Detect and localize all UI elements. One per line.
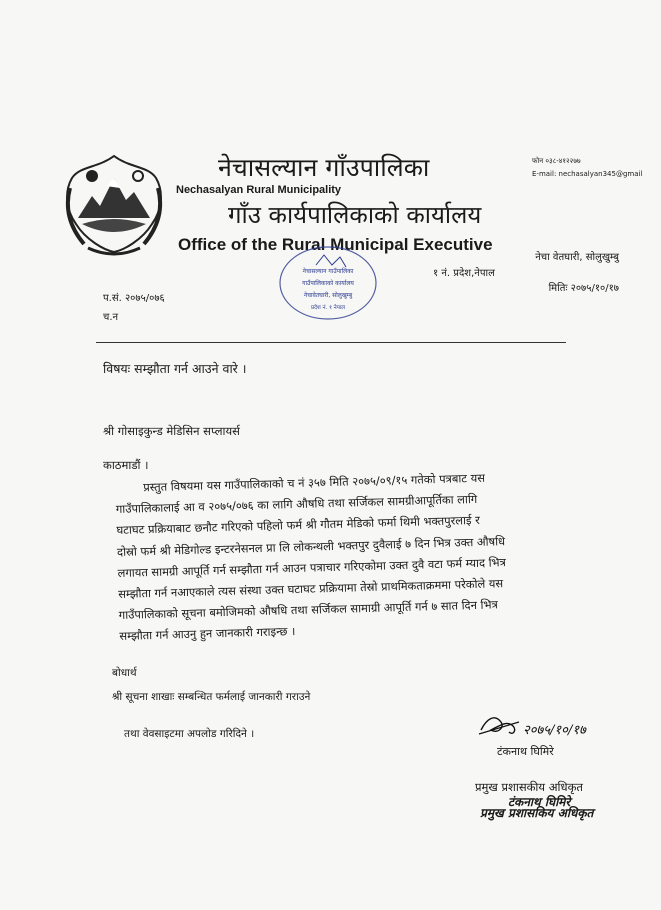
address-line-2: १ नं. प्रदेश,नेपाल bbox=[433, 268, 495, 279]
municipality-title-english: Nechasalyan Rural Municipality bbox=[176, 184, 342, 196]
nepal-government-emblem bbox=[58, 148, 170, 260]
letter-body bbox=[115, 465, 590, 648]
letter-date: मितिः २०७५/१०/१७ bbox=[548, 283, 619, 294]
office-title-english: Office of the Rural Municipal Executive bbox=[178, 235, 493, 254]
name-stamp: टंकनाथ घिमिरे bbox=[508, 795, 571, 809]
body-line: सम्झौता गर्न नआएकाले त्यस संस्था उक्त घटाघट प्रक्रियामा तेस्रो प्राथमिकताक्रममा परेकोले यस bbox=[118, 576, 504, 601]
stamp-line-4: प्रदेश नं. १ नेपाल bbox=[310, 305, 346, 311]
email-address: E-mail: nechasalyan345@gmail bbox=[532, 170, 643, 178]
body-line: लगायत सामग्री आपूर्ति गर्न सम्झौता गर्न आउन पत्राचार गरिएकोमा उक्त दुवै वटा फर्म म्याद भित्र bbox=[117, 554, 507, 580]
phone-number: फोन ०३८-४१२२७७ bbox=[532, 157, 581, 165]
stamp-line-3: नेचावेतघारी, सोलुखुम्बु bbox=[303, 292, 353, 299]
header-divider bbox=[96, 342, 566, 343]
body-line: गाउँपालिकालाई आ व २०७५/०७६ का लागि औषधि तथा सर्जिकल सामग्रीआपूर्तिका लागि bbox=[115, 492, 478, 517]
designation-stamp: प्रमुख प्रशासकिय अधिकृत bbox=[480, 806, 594, 820]
copy-to-label: बोधार्थ bbox=[112, 667, 137, 679]
body-line: घटाघट प्रक्रियाबाट छनौट गरिएको पहिलो फर्म श्री गौतम मेडिको फर्मा थिमी भक्तपुरलाई र bbox=[116, 513, 480, 538]
handwritten-signature bbox=[473, 700, 623, 750]
reference-number: प.सं. २०७५/०७६ bbox=[103, 293, 165, 304]
signer-name: टंकनाथ घिमिरे bbox=[497, 745, 554, 758]
recipient-place: काठमाडौं । bbox=[103, 458, 149, 472]
copy-to-line-2: तथा वेवसाइटमा अपलोड गरिदिने । bbox=[124, 728, 255, 740]
body-line: दोस्रो फर्म श्री मेडिगोल्ड इन्टरनेसनल प्रा लि लोकन्थली भक्तपुर दुवैलाई ७ दिन भित्र उक्त औषधि bbox=[116, 533, 506, 559]
copy-to-line-1: श्री सूचना शाखाः सम्बन्धित फर्मलाई जानकारी गराउने bbox=[112, 691, 311, 703]
stamp-line-2: गाउँपालिकाको कार्यालय bbox=[302, 280, 354, 287]
stamp-line-1: नेचासल्यान गाउँपालिका bbox=[302, 268, 354, 275]
municipality-title-nepali: नेचासल्यान गाँउपालिका bbox=[218, 153, 430, 182]
dispatch-number: च.न bbox=[103, 312, 119, 323]
body-line: गाउँपालिकाको सूचना बमोजिमको औषधि तथा सर्जिकल सामाग्री आपूर्ति गर्न ७ सात दिन भित्र bbox=[118, 597, 499, 623]
letter-subject: विषयः सम्झौता गर्न आउने वारे । bbox=[103, 361, 247, 376]
signer-designation: प्रमुख प्रशासकीय अधिकृत bbox=[475, 780, 583, 794]
recipient-name: श्री गोसाइकुन्ड मेडिसिन सप्लायर्स bbox=[103, 424, 240, 438]
address-line-1: नेचा वेतघारी, सोलुखुम्बु bbox=[535, 252, 619, 263]
office-title-nepali: गाँउ कार्यपालिकाको कार्यालय bbox=[228, 201, 482, 229]
body-line: प्रस्तुत विषयमा यस गाउँपालिकाको च नं ३५७ मिति २०७५/०९/१५ गतेको पत्रबाट यस bbox=[143, 470, 486, 495]
signature-date: २०७५/१०/१७ bbox=[523, 723, 586, 738]
body-line: सम्झौता गर्न आउनु हुन जानकारी गराइन्छ । bbox=[119, 624, 296, 644]
office-round-stamp bbox=[276, 243, 380, 323]
